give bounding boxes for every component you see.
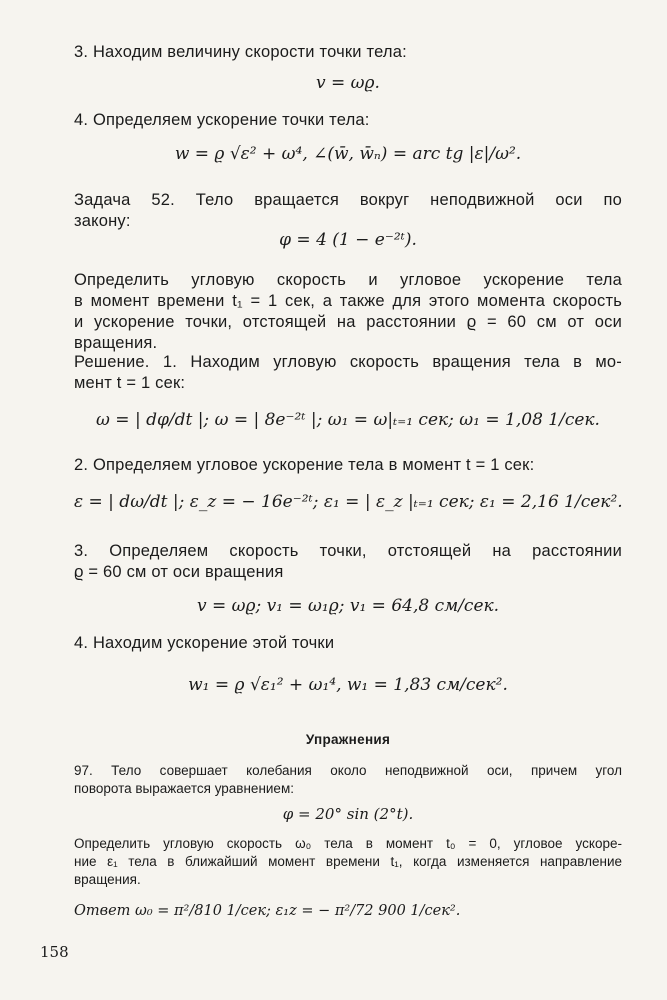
solution-step-3-text-cont: ϱ = 60 см от оси вращения [74,563,284,581]
exercises-heading: Упражнения [305,732,391,747]
solution-step-2-text: 2. Определяем угловое ускорение тела в момент t = 1 сек: [74,456,535,474]
solution-step-3-text: 3. Определяем скорость точки, отстоящей на расстоянии [74,542,622,560]
problem-52-law-label: закону: [74,212,131,230]
exercise-97-line-2: поворота выражается уравнением: [74,781,294,796]
exercise-97-task-line-3: вращения. [74,872,141,887]
problem-52-statement: Задача 52. Тело вращается вокруг неподвижной оси по [74,191,622,209]
angular-acceleration-formula: ε = | dω/dt |; ε_z = − 16e⁻²ᵗ; ε₁ = | ε_z |ₜ₌₁ сек; ε₁ = 2,16 1/сек². [74,492,623,512]
problem-task-line-2: в момент времени t₁ = 1 сек, а также для этого момента скорость [74,292,622,310]
point-velocity-formula: v = ωϱ; v₁ = ω₁ϱ; v₁ = 64,8 см/сек. [196,596,500,616]
angular-velocity-formula: ω = | dφ/dt |; ω = | 8e⁻²ᵗ |; ω₁ = ω|ₜ₌₁ сек; ω₁ = 1,08 1/сек. [96,410,600,430]
problem-task-line-3: и ускорение точки, отстоящей на расстоянии ϱ = 60 см от оси [74,313,622,331]
problem-task-line-1: Определить угловую скорость и угловое ускорение тела [74,271,622,289]
rotation-law-formula: φ = 4 (1 − e⁻²ᵗ). [279,230,417,250]
problem-task-line-4: вращения. [74,334,158,352]
velocity-formula: v = ωϱ. [316,73,380,93]
point-acceleration-formula: w₁ = ϱ √ε₁² + ω₁⁴, w₁ = 1,83 см/сек². [188,675,508,695]
page-number: 158 [40,943,69,961]
solution-step-4-text: 4. Находим ускорение этой точки [74,634,335,652]
exercise-97-answer: Ответ ω₀ = π²/810 1/сек; ε₁z = − π²/72 900 1/сек². [74,903,461,919]
exercise-97-formula: φ = 20° sin (2°t). [282,805,414,823]
exercise-97-task-line-2: ние ε₁ тела в ближайший момент времени t₁, когда изменяется направление [74,854,622,869]
step-4-acceleration-text: 4. Определяем ускорение точки тела: [74,111,370,129]
acceleration-formula: w = ϱ √ε² + ω⁴, ∠(w̄, w̄ₙ) = arc tg |ε|/ω². [174,144,522,164]
exercise-97-task-line-1: Определить угловую скорость ω₀ тела в момент t₀ = 0, угловое ускоре- [74,836,622,851]
exercise-97-line-1: 97. Тело совершает колебания около неподвижной оси, причем угол [74,763,622,778]
step-3-velocity-text: 3. Находим величину скорости точки тела: [74,43,407,61]
solution-step-1-text: Решение. 1. Находим угловую скорость вращения тела в мо- [74,353,622,371]
solution-step-1-text-cont: мент t = 1 сек: [74,374,186,392]
